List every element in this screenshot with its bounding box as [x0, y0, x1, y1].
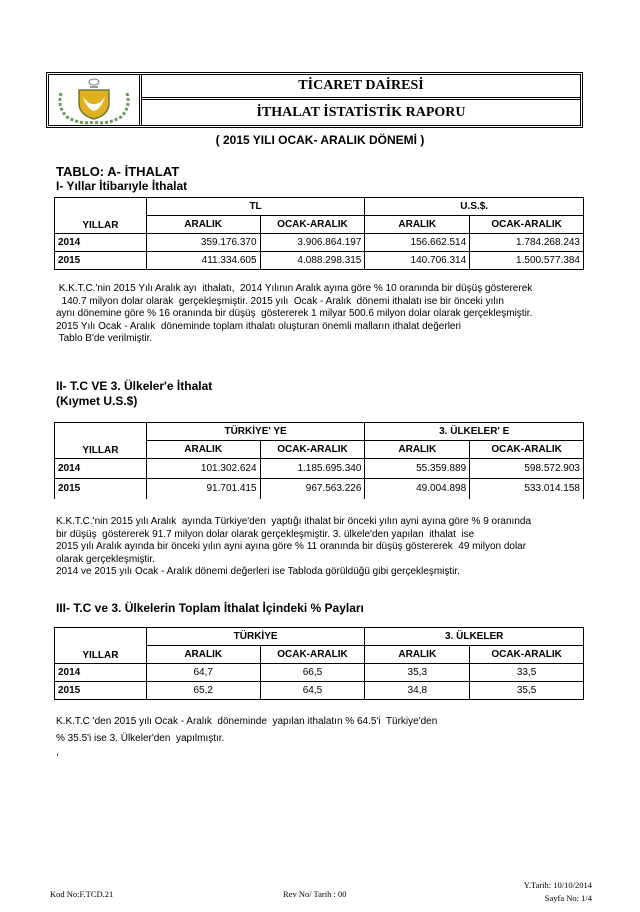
table-row [55, 234, 584, 252]
footer-page: Sayfa No: 1/4 [544, 893, 592, 903]
table-b [54, 422, 584, 499]
year-header: YILLAR [55, 423, 147, 459]
group-header: TL [146, 198, 365, 216]
year-cell: 2015 [55, 252, 147, 270]
column-header: OCAK-ARALIK [470, 646, 584, 664]
text-line: K.K.T.C 'den 2015 yılı Ocak - Aralık döneminde yapılan ithalatın % 64.5'i Türkiye'den [56, 716, 438, 727]
report-header [46, 72, 583, 128]
text-line: % 35.5'i ise 3. Ülkeler'den yapılmıştır. [56, 732, 225, 744]
column-header: ARALIK [365, 441, 470, 459]
column-header: ARALIK [365, 646, 470, 664]
value-cell: 64,5 [260, 682, 365, 700]
value-cell: 598.572.903 [470, 459, 584, 479]
column-header: OCAK-ARALIK [470, 216, 584, 234]
table-c-section: III- T.C ve 3. Ülkelerin Toplam İthalat İçindeki % Payları [56, 601, 364, 615]
report-period: ( 2015 YILI OCAK- ARALIK DÖNEMİ ) [215, 133, 425, 147]
year-cell: 2014 [55, 234, 147, 252]
text-line: K.K.T.C.'nin 2015 Yılı Aralık ayı ithalatı, 2014 Yılının Aralık ayına göre % 10 oranında bir düşüş göstererek [56, 283, 533, 294]
value-cell: 411.334.605 [146, 252, 260, 270]
group-header: TÜRKİYE [146, 628, 365, 646]
table-a-section: I- Yıllar İtibarıyle İthalat [56, 179, 188, 193]
footer-rev: Rev No/ Tarih : 00 [283, 889, 347, 899]
value-cell: 34,8 [365, 682, 470, 700]
table-row [55, 479, 584, 499]
value-cell: 967.563.226 [260, 479, 365, 499]
table-c-commentary [56, 716, 596, 760]
year-header: YILLAR [55, 628, 147, 664]
group-header: 3. ÜLKELER [365, 628, 584, 646]
value-cell: 533.014.158 [470, 479, 584, 499]
text-line: 2014 ve 2015 yılı Ocak - Aralık dönemi değerleri ise Tabloda görüldüğü gibi gerçekleşmiştir. [56, 566, 460, 578]
value-cell: 156.662.514 [365, 234, 470, 252]
year-cell: 2014 [55, 664, 147, 682]
footer-date: Y.Tarih: 10/10/2014 [523, 880, 592, 890]
value-cell: 49.004.898 [365, 479, 470, 499]
org-title: TİCARET DAİRESİ [142, 75, 580, 100]
column-header: ARALIK [146, 646, 260, 664]
value-cell: 140.706.314 [365, 252, 470, 270]
value-cell: 359.176.370 [146, 234, 260, 252]
value-cell: 4.088.298.315 [260, 252, 365, 270]
column-header: ARALIK [146, 441, 260, 459]
year-cell: 2014 [55, 459, 147, 479]
text-line: , [56, 747, 59, 759]
emblem-logo [49, 75, 142, 125]
table-a-title: TABLO: A- İTHALAT [56, 164, 180, 179]
value-cell: 65,2 [146, 682, 260, 700]
column-header: OCAK-ARALIK [470, 441, 584, 459]
footer-code: Kod No:F.TCD.21 [50, 889, 114, 899]
text-line: 140.7 milyon dolar olarak gerçekleşmiştir. 2015 yılı Ocak - Aralık dönemi ithalatı ise bir önceki yılın [56, 295, 504, 307]
column-header: OCAK-ARALIK [260, 646, 365, 664]
column-header: ARALIK [146, 216, 260, 234]
table-row [55, 459, 584, 479]
value-cell: 1.185.695.340 [260, 459, 365, 479]
text-line: aynı dönemine göre % 16 oranında bir düşüş göstererek 1 milyar 500.6 milyon dolar olarak gerçekleşmiştir. [56, 308, 533, 320]
value-cell: 66,5 [260, 664, 365, 682]
table-b-section: II- T.C VE 3. Ülkeler'e İthalat [56, 379, 213, 393]
table-row [55, 664, 584, 682]
text-line: olarak gerçekleşmiştir. [56, 553, 155, 565]
text-line: Tablo B'de verilmiştir. [56, 333, 153, 345]
text-line: K.K.T.C.'nin 2015 yılı Aralık ayında Türkiye'den yaptığı ithalat bir önceki yılın ayni ayına göre % 9 oranında [56, 516, 532, 527]
group-header: 3. ÜLKELER' E [365, 423, 584, 441]
table-a [54, 197, 584, 270]
column-header: OCAK-ARALIK [260, 216, 365, 234]
emblem-icon [53, 75, 135, 125]
year-cell: 2015 [55, 682, 147, 700]
value-cell: 1.784.268.243 [470, 234, 584, 252]
value-cell: 101.302.624 [146, 459, 260, 479]
column-header: OCAK-ARALIK [260, 441, 365, 459]
text-line: 2015 yılı Aralık ayında bir önceki yılın ayni ayına göre % 11 oranında bir düşüş göstererek 49 milyon dolar [56, 541, 527, 553]
report-title: İTHALAT İSTATİSTİK RAPORU [256, 104, 466, 120]
text-line: 2015 Yılı Ocak - Aralık döneminde toplam ithalatı oluşturan önemli malların ithalat değerleri [56, 320, 462, 332]
value-cell: 91.701.415 [146, 479, 260, 499]
column-header: ARALIK [365, 216, 470, 234]
group-header: U.S.$. [365, 198, 584, 216]
value-cell: 35,5 [470, 682, 584, 700]
group-header: TÜRKİYE' YE [146, 423, 365, 441]
table-row [55, 252, 584, 270]
value-cell: 64,7 [146, 664, 260, 682]
value-cell: 35,3 [365, 664, 470, 682]
table-b-unit: (Kıymet U.S.$) [56, 394, 138, 408]
value-cell: 1.500.577.384 [470, 252, 584, 270]
value-cell: 55.359.889 [365, 459, 470, 479]
year-cell: 2015 [55, 479, 147, 499]
value-cell: 3.906.864.197 [260, 234, 365, 252]
table-c [54, 627, 584, 700]
value-cell: 33,5 [470, 664, 584, 682]
table-b-commentary [56, 516, 596, 579]
year-header: YILLAR [55, 198, 147, 234]
table-a-commentary [56, 283, 596, 346]
text-line: bir düşüş göstererek 91.7 milyon dolar olarak gerçekleşmiştir. 3. ülkele'den yapılan ithalat ise [56, 528, 475, 540]
table-row [55, 682, 584, 700]
